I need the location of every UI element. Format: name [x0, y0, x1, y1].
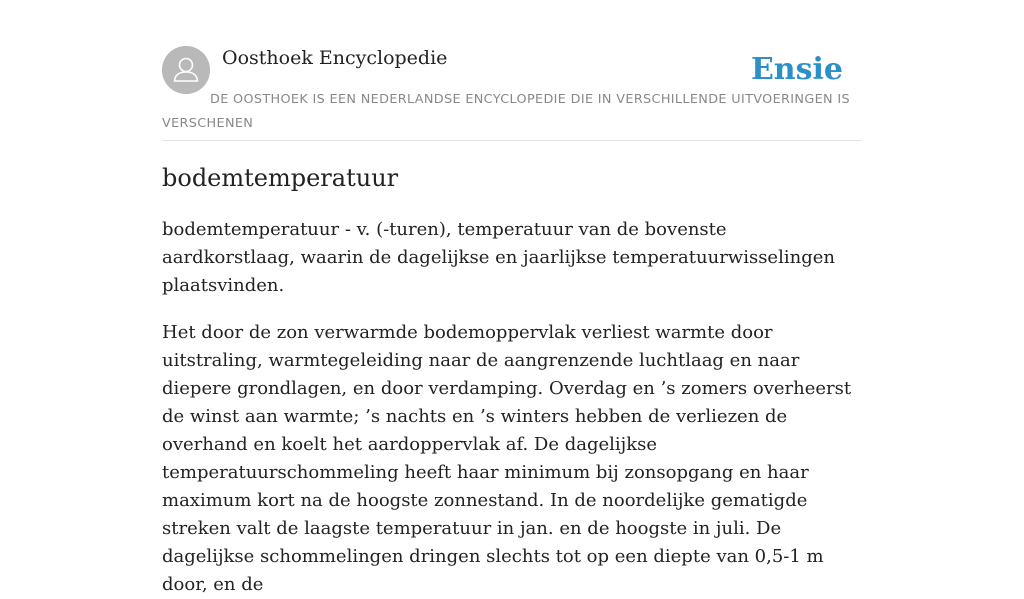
site-description: DE OOSTHOEK IS EEN NEDERLANDSE ENCYCLOPEDIE DIE IN VERSCHILLENDE UITVOERINGEN IS VERSCHENEN [162, 92, 850, 131]
user-icon [162, 46, 210, 94]
site-name-link[interactable]: Oosthoek Encyclopedie [222, 47, 448, 69]
article [162, 160, 862, 599]
avatar[interactable] [162, 46, 210, 94]
article-paragraph: Het door de zon verwarmde bodemoppervlak verliest warmte door uitstraling, warmtegeleiding naar de aangrenzende luchtlaag en naar diepere grondlagen, en door verdamping. Overdag en ’s zomers overheerst de winst aan warmte; ’s nachts en ’s winters hebben de verliezen de overhand en koelt het aardoppervlak af. De dagelijkse temperatuurschommeling heeft haar minimum bij zonsopgang en haar maximum kort na de hoogste zonnestand. In de noordelijke gematigde streken valt de laagste temperatuur in jan. en de hoogste in juli. De dagelijkse schommelingen dringen slechts tot op een diepte van 0,5-1 m door, en de [162, 322, 852, 595]
article-title: bodemtemperatuur [162, 164, 399, 192]
brand-logo-link[interactable]: Ensie [750, 52, 843, 87]
article-paragraph: bodemtemperatuur - v. (-turen), temperatuur van de bovenste aardkorstlaag, waarin de dagelijkse en jaarlijkse temperatuurwisselingen plaatsvinden. [162, 219, 835, 296]
site-header [162, 46, 862, 141]
